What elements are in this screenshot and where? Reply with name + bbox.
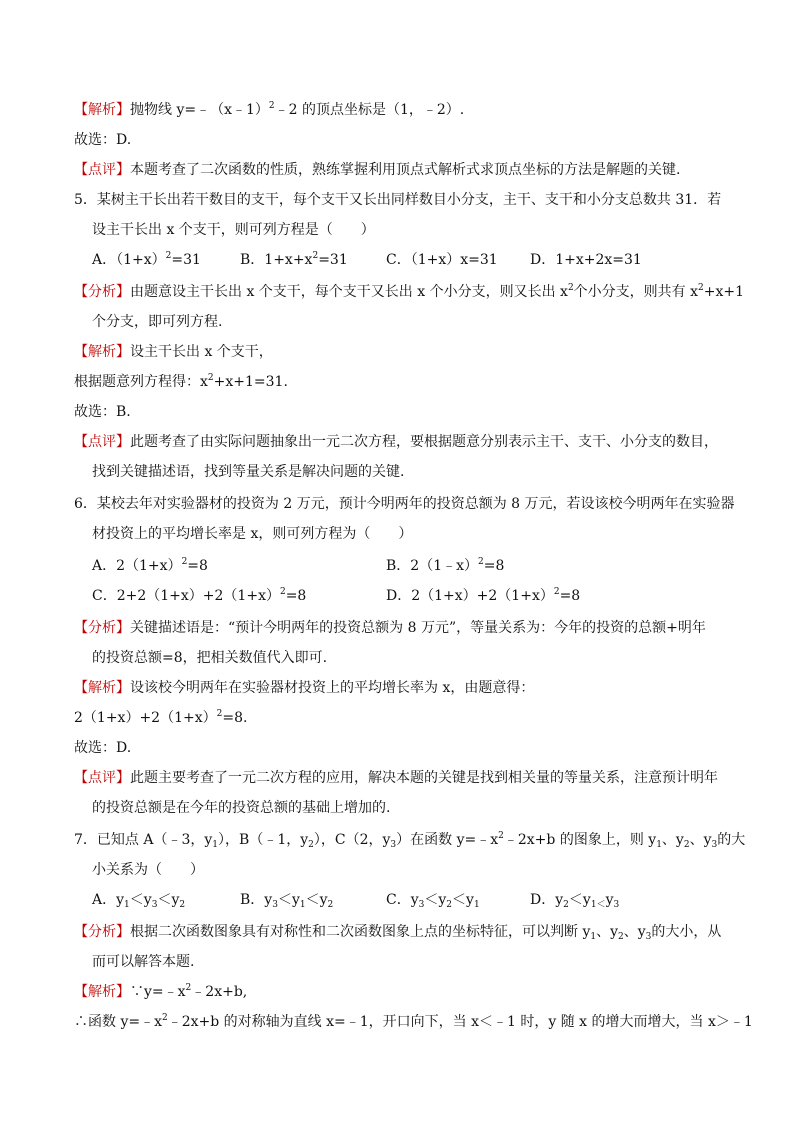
dianping-tag: 【点评】 — [74, 434, 130, 450]
q7-fenxi-line1: 【分析】根据二次函数图象具有对称性和二次函数图象上点的坐标特征，可以判断 $y_1$、$y_2$、$y_3$的大小，从 — [74, 924, 722, 942]
q5-stem-line2: 设主干长出 x 个支干，则可列方程是（ ） — [92, 222, 375, 238]
q7-option-d: D．$y_2<y_{1<}y_3$ — [530, 892, 620, 910]
q6-fenxi-line2: 的投资总额=8，把相关数值代入即可. — [92, 650, 328, 666]
q7-stem-line1: 7．已知点 A（﹣3，$y_1$），B（﹣1，$y_2$），C（2，$y_3$）在函数 $y=﹣x^2﹣2x+b$ 的图象上，则 $y_1$、$y_2$、$y_3$的大 — [74, 831, 746, 850]
q6-option-a: A．$2(1+x)^2=8$ — [92, 557, 208, 574]
q6-option-d: D．$2(1+x)+2(1+x)^2=8$ — [386, 587, 581, 604]
q5-dianping-line2: 找到关键描述语，找到等量关系是解决问题的关键. — [92, 464, 405, 480]
q4-choice: 故选：D. — [74, 132, 132, 148]
q6-fenxi-line1: 【分析】关键描述语是：“预计今明两年的投资总额为 8 万元”，等量关系为：今年的投资的总额+明年 — [74, 620, 706, 636]
fenxi-tag: 【分析】 — [74, 620, 130, 636]
q4-jiexi-line: 【解析】抛物线 y=﹣（x﹣1）$^2$﹣2 的顶点坐标是（1，﹣2）. — [74, 101, 465, 118]
q7-option-b: B．$y_3<y_1<y_2$ — [240, 892, 334, 910]
q5-fenxi-line2: 个分支，即可列方程. — [92, 314, 223, 330]
q5-option-c: C．（1+x）x=31 — [386, 252, 498, 268]
q6-jiexi-line2: $2(1+x)+2(1+x)^2=8$. — [74, 709, 248, 726]
q5-option-b: B．$1+x+x^2=31$ — [240, 251, 348, 268]
q7-jiexi-line1: 【解析】$\because y=﹣x^2﹣2x+b$, — [74, 983, 248, 1000]
jiexi-tag: 【解析】 — [74, 102, 130, 118]
q4-dianping-line: 【点评】本题考查了二次函数的性质，熟练掌握利用顶点式解析式求顶点坐标的方法是解题的关键. — [74, 162, 681, 178]
q5-option-a: A．$(1+x)^2=31$ — [92, 251, 201, 268]
q7-option-c: C．$y_3<y_2<y_1$ — [386, 892, 480, 910]
q5-stem-line1: 5．某树主干长出若干数目的支干，每个支干又长出同样数目小分支，主干、支干和小分支总数共 31．若 — [74, 192, 722, 208]
q5-dianping-line1: 【点评】此题考查了由实际问题抽象出一元二次方程，要根据题意分别表示主干、支干、小分支的数目， — [74, 434, 718, 450]
fenxi-tag: 【分析】 — [74, 284, 130, 300]
q7-option-a: A．$y_1<y_3<y_2$ — [92, 892, 186, 910]
jiexi-tag: 【解析】 — [74, 984, 130, 1000]
q5-choice: 故选：B. — [74, 404, 131, 420]
q6-stem-line2: 材投资上的平均增长率是 x，则可列方程为（ ） — [92, 526, 413, 542]
q7-fenxi-line2: 而可以解答本题. — [92, 954, 195, 970]
dianping-tag: 【点评】 — [74, 770, 130, 786]
q6-dianping-line2: 的投资总额是在今年的投资总额的基础上增加的. — [92, 800, 391, 816]
q6-stem-line1: 6．某校去年对实验器材的投资为 2 万元，预计今明两年的投资总额为 8 万元，若设该校今明两年在实验器 — [74, 496, 735, 512]
q7-jiexi-line2: ∴函数 $y=﹣x^2﹣2x+b$ 的对称轴为直线 x=﹣1，开口向下，当 x＜﹣1 时，y 随 x 的增大而增大，当 x＞﹣1 — [74, 1013, 753, 1030]
q6-option-b: B．2（1﹣x）$^2$=8 — [386, 557, 505, 574]
dianping-tag: 【点评】 — [74, 162, 130, 178]
q5-fenxi-line1: 【分析】由题意设主干长出 x 个支干，每个支干又长出 x 个小分支，则又长出 $x^2$个小分支，则共有 $x^2+x+1$ — [74, 283, 745, 300]
q6-jiexi-line1: 【解析】设该校今明两年在实验器材投资上的平均增长率为 x，由题意得： — [74, 680, 535, 696]
q6-dianping-line1: 【点评】此题主要考查了一元二次方程的应用，解决本题的关键是找到相关量的等量关系，注意预计明年 — [74, 770, 718, 786]
q6-option-c: C．$2+2(1+x)+2(1+x)^2=8$ — [92, 587, 307, 604]
fenxi-tag: 【分析】 — [74, 924, 130, 940]
q6-choice: 故选：D. — [74, 740, 132, 756]
jiexi-tag: 【解析】 — [74, 680, 130, 696]
q7-stem-line2: 小关系为（ ） — [92, 862, 204, 878]
jiexi-tag: 【解析】 — [74, 344, 130, 360]
q5-jiexi-line1: 【解析】设主干长出 x 个支干， — [74, 344, 273, 360]
q5-jiexi-line2: 根据题意列方程得：$x^2+x+1=31$. — [74, 373, 288, 390]
q5-option-d: D．1+x+2x=31 — [530, 252, 642, 268]
